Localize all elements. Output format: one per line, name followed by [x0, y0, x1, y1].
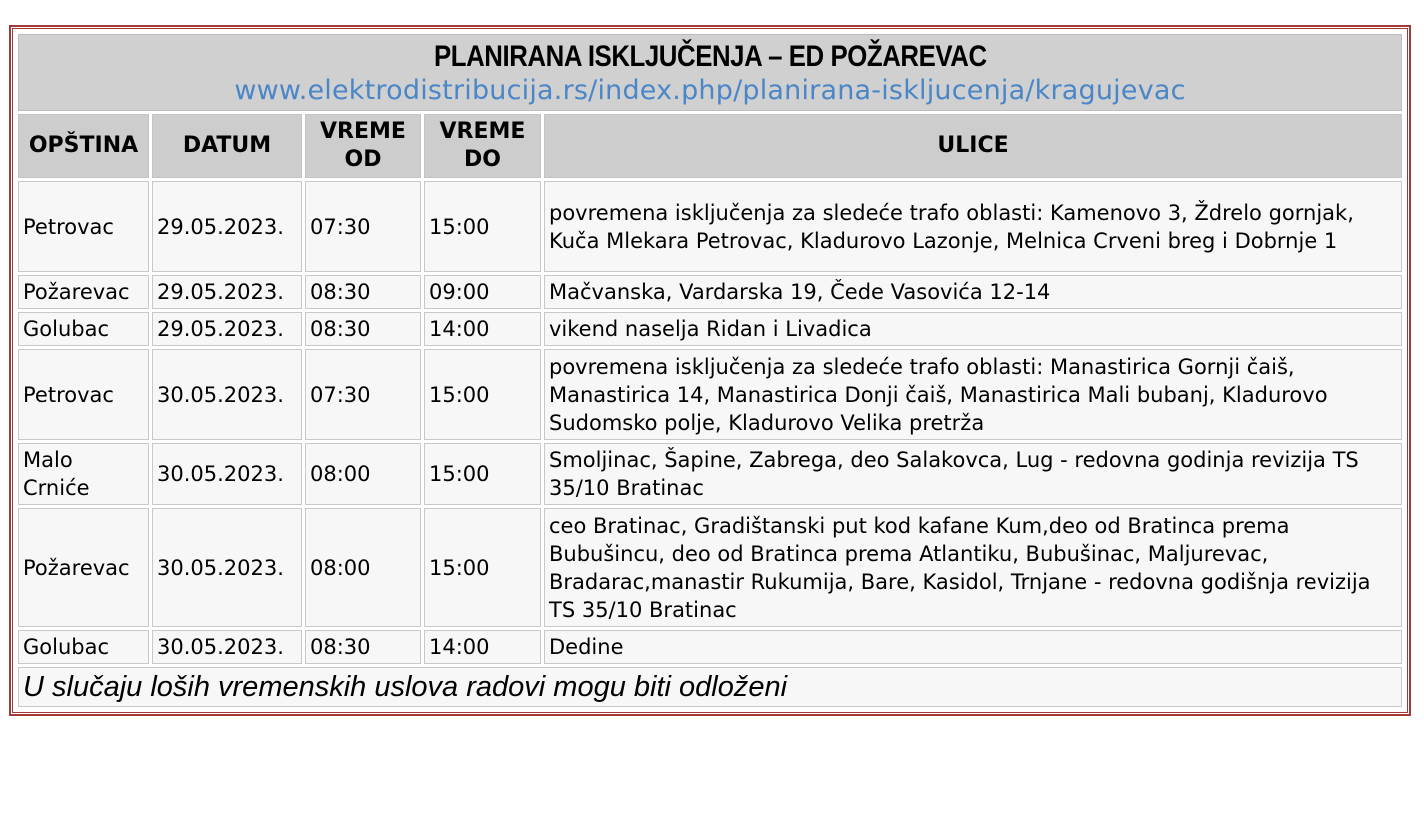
table-row [18, 181, 1402, 272]
cell-opstina: Požarevac [18, 508, 149, 627]
cell-opstina: Požarevac [18, 275, 149, 309]
cell-datum: 29.05.2023. [152, 275, 302, 309]
table-row [18, 312, 1402, 346]
cell-ulice: vikend naselja Ridan i Livadica [544, 312, 1402, 346]
column-header-datum: DATUM [152, 114, 302, 178]
cell-datum: 30.05.2023. [152, 630, 302, 664]
cell-vreme-do: 15:00 [424, 349, 541, 440]
table-row [18, 349, 1402, 440]
cell-vreme-od: 08:30 [305, 630, 421, 664]
cell-vreme-od: 07:30 [305, 349, 421, 440]
cell-opstina: Petrovac [18, 181, 149, 272]
cell-ulice: povremena isključenja za sledeće trafo oblasti: Kamenovo 3, Ždrelo gornjak, Kuča Mlekara Petrovac, Kladurovo Lazonje, Melnica Crveni breg i Dobrnje 1 [544, 181, 1402, 272]
footer-note: U slučaju loših vremenskih uslova radovi mogu biti odloženi [18, 667, 1402, 707]
cell-vreme-od: 08:00 [305, 508, 421, 627]
cell-vreme-od: 08:30 [305, 312, 421, 346]
title-row [18, 34, 1402, 111]
cell-vreme-do: 14:00 [424, 312, 541, 346]
cell-ulice: Dedine [544, 630, 1402, 664]
cell-datum: 29.05.2023. [152, 181, 302, 272]
cell-vreme-od: 07:30 [305, 181, 421, 272]
cell-opstina: Petrovac [18, 349, 149, 440]
column-header-vreme-do: VREME DO [424, 114, 541, 178]
outage-schedule-table [15, 31, 1405, 710]
footer-row [18, 667, 1402, 707]
column-header-opstina: OPŠTINA [18, 114, 149, 178]
cell-datum: 30.05.2023. [152, 349, 302, 440]
column-header-ulice: ULICE [544, 114, 1402, 178]
table-row [18, 630, 1402, 664]
cell-ulice: povremena isključenja za sledeće trafo oblasti: Manastirica Gornji čaiš, Manastirica 14, Manastirica Donji čaiš, Manastirica Mali bubanj, Kladurovo Sudomsko polje, Kladurovo Velika pretrža [544, 349, 1402, 440]
table-row [18, 443, 1402, 505]
cell-opstina: Golubac [18, 630, 149, 664]
cell-ulice: ceo Bratinac, Gradištanski put kod kafane Kum,deo od Bratinca prema Bubušincu, deo od Bratinca prema Atlantiku, Bubušinac, Maljurevac, Bradarac,manastir Rukumija, Bare, Kasidol, Trnjane - redovna godišnja revizija TS 35/10 Bratinac [544, 508, 1402, 627]
column-header-vreme-od: VREME OD [305, 114, 421, 178]
column-header-row [18, 114, 1402, 178]
cell-vreme-od: 08:00 [305, 443, 421, 505]
cell-vreme-do: 09:00 [424, 275, 541, 309]
cell-vreme-od: 08:30 [305, 275, 421, 309]
cell-datum: 30.05.2023. [152, 508, 302, 627]
cell-vreme-do: 14:00 [424, 630, 541, 664]
cell-opstina: Golubac [18, 312, 149, 346]
cell-opstina: Malo Crniće [18, 443, 149, 505]
cell-vreme-do: 15:00 [424, 508, 541, 627]
schedule-frame-inner [12, 28, 1408, 713]
cell-datum: 29.05.2023. [152, 312, 302, 346]
cell-vreme-do: 15:00 [424, 181, 541, 272]
source-url-link[interactable]: www.elektrodistribucija.rs/index.php/planirana-iskljucenja/kragujevac [234, 75, 1186, 106]
table-row [18, 275, 1402, 309]
schedule-frame [9, 25, 1411, 716]
page-title: PLANIRANA ISKLJUČENJA – ED POŽAREVAC [433, 40, 987, 73]
cell-datum: 30.05.2023. [152, 443, 302, 505]
cell-vreme-do: 15:00 [424, 443, 541, 505]
table-row [18, 508, 1402, 627]
title-cell [18, 34, 1402, 111]
cell-ulice: Mačvanska, Vardarska 19, Čede Vasovića 12-14 [544, 275, 1402, 309]
cell-ulice: Smoljinac, Šapine, Zabrega, deo Salakovca, Lug - redovna godinja revizija TS 35/10 Bratinac [544, 443, 1402, 505]
